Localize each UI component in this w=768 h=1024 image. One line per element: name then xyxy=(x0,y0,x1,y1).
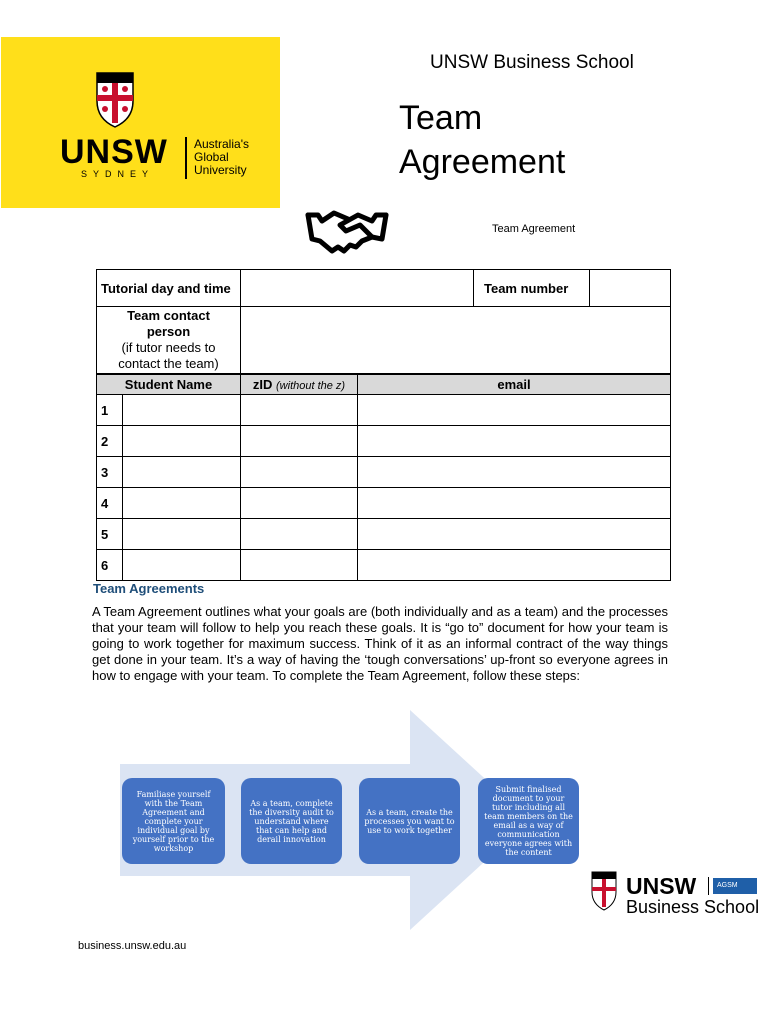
logo-tagline xyxy=(194,138,274,177)
team-number-label: Team number xyxy=(474,270,590,307)
table-row xyxy=(97,395,671,426)
zid-note: (without the z) xyxy=(276,379,346,392)
footer-school-name: Business School xyxy=(626,897,760,917)
step-box-2: As a team, complete the diversity audit to understand where that can help and derail innovation xyxy=(241,778,342,864)
column-header-email: email xyxy=(358,374,671,395)
row-number: 5 xyxy=(97,519,123,550)
unsw-wordmark: UNSW xyxy=(60,133,168,171)
student-name-cell[interactable] xyxy=(123,395,241,426)
email-cell[interactable] xyxy=(358,488,671,519)
table-row xyxy=(97,307,671,374)
email-cell[interactable] xyxy=(358,519,671,550)
table-row xyxy=(97,550,671,581)
contact-note: (if tutor needs to contact the team) xyxy=(118,339,219,371)
title-line: Agreement xyxy=(399,143,566,181)
title-line: Team xyxy=(399,99,483,137)
page-title xyxy=(399,96,699,184)
table-row xyxy=(97,457,671,488)
intro-paragraph: A Team Agreement outlines what your goals are (both individually and as a team) and the processes that your team will follow to help you reach these goals. It is “go to” document for how your team is going to work together for maximum success. Think of it as an informal contract of the way things get done in your team. It’s a way of having the ‘tough conversations’ up-front so everyone agrees in how to engage with your team. To complete the Team Agreement, follow these steps: xyxy=(92,604,668,683)
footer-unsw-wordmark: UNSW xyxy=(626,873,697,899)
zid-cell[interactable] xyxy=(241,550,358,581)
unsw-crest-icon xyxy=(93,67,137,129)
row-number: 3 xyxy=(97,457,123,488)
website-url: business.unsw.edu.au xyxy=(78,940,187,952)
row-number: 2 xyxy=(97,426,123,457)
tutorial-label: Tutorial day and time xyxy=(97,270,241,307)
school-name: UNSW Business School xyxy=(430,52,634,73)
column-header-name: Student Name xyxy=(97,374,241,395)
email-cell[interactable] xyxy=(358,426,671,457)
email-cell[interactable] xyxy=(358,395,671,426)
footer-crest-icon xyxy=(590,868,618,912)
step-box-3: As a team, create the processes you want to use to work together xyxy=(359,778,460,864)
tagline-line: Australia's xyxy=(194,137,249,151)
icon-caption: Team Agreement xyxy=(492,223,576,235)
contact-label xyxy=(97,307,241,374)
email-cell[interactable] xyxy=(358,550,671,581)
zid-label: zID xyxy=(252,376,273,392)
tutorial-field[interactable] xyxy=(241,270,474,307)
row-number: 6 xyxy=(97,550,123,581)
table-header-row xyxy=(97,374,671,395)
team-details-table xyxy=(96,269,671,581)
student-name-cell[interactable] xyxy=(123,426,241,457)
step-box-4: Submit finalised document to your tutor including all team members on the email as a way of communication everyone agrees with the content xyxy=(478,778,579,864)
table-row xyxy=(97,488,671,519)
logo-divider xyxy=(185,137,187,179)
student-name-cell[interactable] xyxy=(123,457,241,488)
column-header-zid xyxy=(241,374,358,395)
student-name-cell[interactable] xyxy=(123,519,241,550)
tagline-line: Global xyxy=(194,150,229,164)
table-row xyxy=(97,270,671,307)
zid-cell[interactable] xyxy=(241,426,358,457)
contact-field[interactable] xyxy=(241,307,671,374)
student-name-cell[interactable] xyxy=(123,550,241,581)
tagline-line: University xyxy=(194,163,247,177)
email-cell[interactable] xyxy=(358,457,671,488)
zid-cell[interactable] xyxy=(241,519,358,550)
student-name-cell[interactable] xyxy=(123,488,241,519)
unsw-logo-panel xyxy=(1,37,280,208)
team-number-field[interactable] xyxy=(590,270,671,307)
zid-cell[interactable] xyxy=(241,395,358,426)
sydney-wordmark: SYDNEY xyxy=(81,169,155,179)
section-heading: Team Agreements xyxy=(93,581,205,596)
row-number: 4 xyxy=(97,488,123,519)
footer-logo-divider xyxy=(708,877,709,895)
table-row xyxy=(97,519,671,550)
handshake-icon xyxy=(304,207,390,257)
zid-cell[interactable] xyxy=(241,457,358,488)
step-box-1: Familiase yourself with the Team Agreement and complete your individual goal by yourself prior to the workshop xyxy=(122,778,225,864)
contact-label-line: Team contact xyxy=(127,307,210,323)
zid-cell[interactable] xyxy=(241,488,358,519)
agsm-badge: AGSM xyxy=(713,878,757,894)
contact-label-line: person xyxy=(146,323,191,339)
row-number: 1 xyxy=(97,395,123,426)
table-row xyxy=(97,426,671,457)
